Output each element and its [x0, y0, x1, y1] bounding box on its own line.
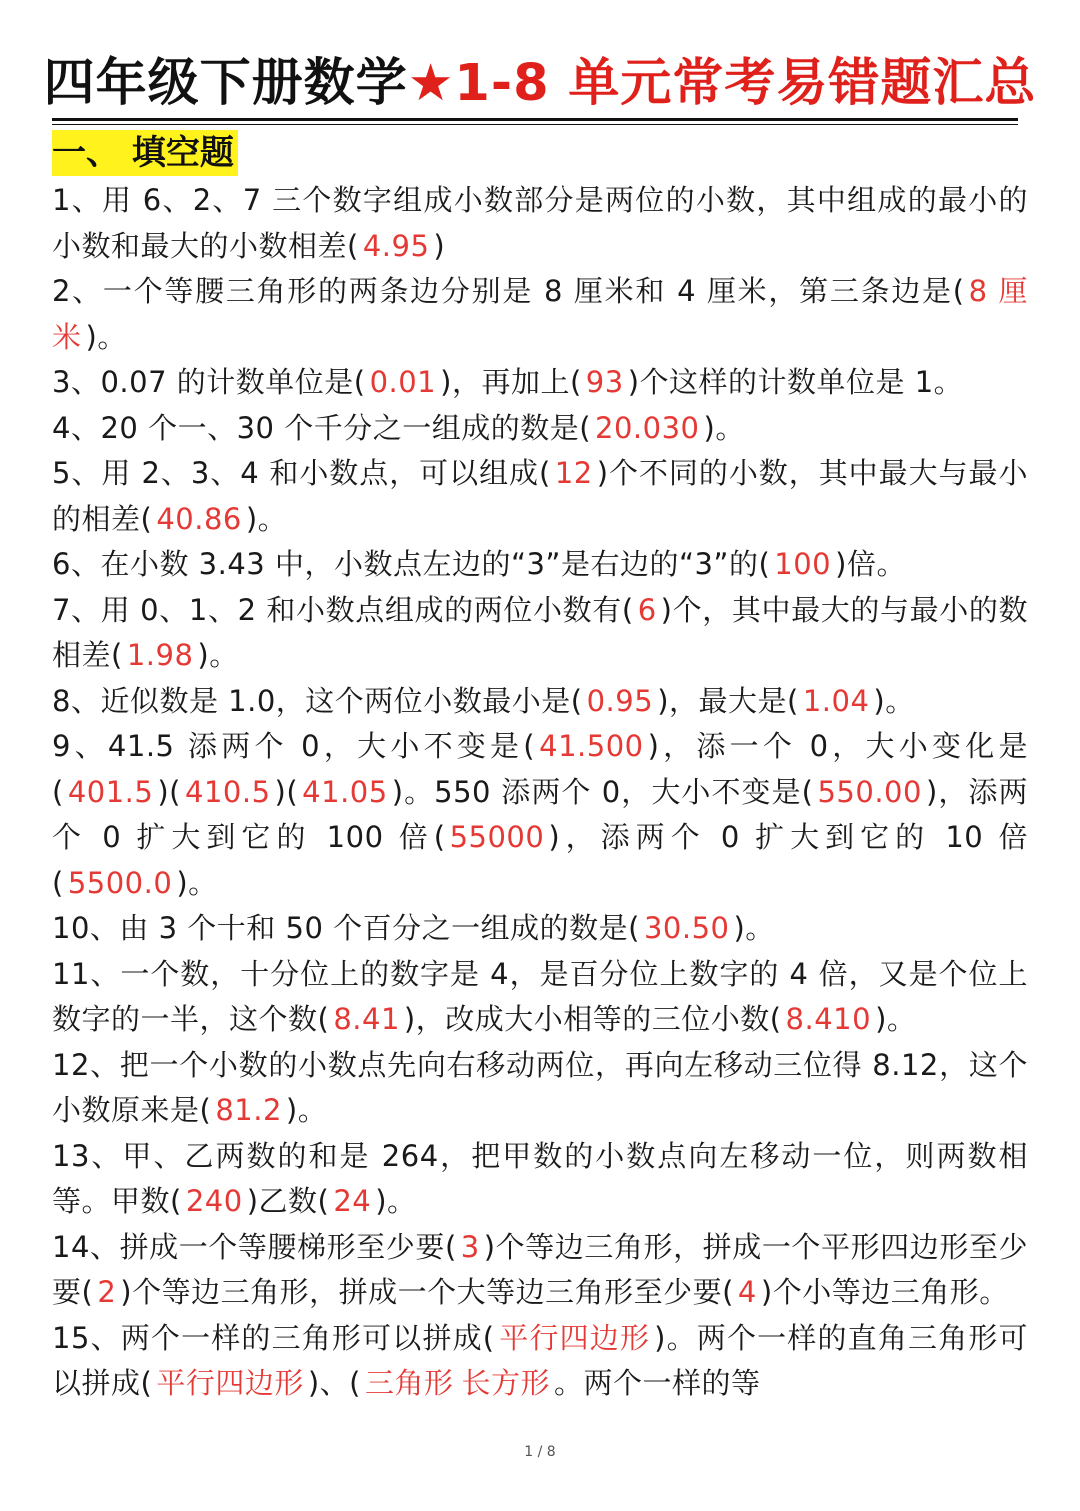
- answer: 8.41: [333, 1002, 400, 1036]
- question-6: 6、在小数 3.43 中，小数点左边的“3”是右边的“3”的( 100 )倍。: [52, 547, 906, 581]
- answer: 长方形: [461, 1366, 551, 1400]
- question-10: 10、由 3 个十和 50 个百分之一组成的数是( 30.50 )。: [52, 911, 775, 945]
- answer: 240: [185, 1184, 243, 1218]
- answer: 41.05: [302, 774, 388, 809]
- title-range: 1-8: [454, 54, 550, 113]
- question-3: 3、0.07 的计数单位是( 0.01 )，再加上( 93 )个这样的计数单位是 1。: [52, 365, 964, 399]
- answer: 0.95: [586, 683, 654, 718]
- answer: 5500.0: [67, 865, 173, 900]
- question-8: 8、近似数是 1.0，这个两位小数最小是( 0.95 )，最大是( 1.04 )。: [52, 683, 915, 718]
- header: [0, 48, 1080, 120]
- answer: 平行四边形: [156, 1366, 304, 1400]
- document-title: [0, 48, 1080, 120]
- star-icon: ★: [407, 54, 455, 113]
- question-7: 7、用 0、1、2 和小数点组成的两位小数有( 6 )个，其中最大的与最小的数相差( 1.98 )。: [52, 592, 1028, 672]
- answer: 12: [554, 456, 593, 490]
- answer: 3: [460, 1229, 480, 1264]
- answer: 20.030: [595, 410, 700, 445]
- question-13: 13、甲、乙两数的和是 264，把甲数的小数点向左移动一位，则两数相等。甲数( 240 )乙数( 24 )。: [52, 1138, 1028, 1218]
- answer: 0.01: [369, 365, 437, 399]
- answer: 8.410: [785, 1002, 872, 1036]
- question-11: 11、一个数，十分位上的数字是 4，是百分位上数字的 4 倍，又是个位上数字的一半，这个数( 8.41 )，改成大小相等的三位小数( 8.410 )。: [52, 956, 1028, 1036]
- answer: 81.2: [215, 1093, 282, 1127]
- question-2: 2、一个等腰三角形的两条边分别是 8 厘米和 4 厘米，第三条边是( 8 厘米 )。: [52, 274, 1029, 354]
- answer: 55000: [449, 820, 545, 854]
- answer: 550.00: [817, 774, 922, 809]
- question-12: 12、把一个小数的小数点先向右移动两位，再向左移动三位得 8.12，这个小数原来是( 81.2 )。: [52, 1047, 1028, 1127]
- answer: 40.86: [156, 501, 242, 536]
- section-heading: 一、 填空题: [52, 130, 238, 176]
- question-5: 5、用 2、3、4 和小数点，可以组成( 12 )个不同的小数，其中最大与最小的相差( 40.86 )。: [52, 456, 1028, 536]
- answer: 4: [737, 1275, 757, 1309]
- answer: 30.50: [643, 911, 730, 945]
- title-divider-thick: [52, 118, 1018, 121]
- question-15: 15、两个一样的三角形可以拼成( 平行四边形 )。两个一样的直角三角形可以拼成( 平行四边形 )、( 三角形 长方形 。两个一样的等: [52, 1320, 1028, 1400]
- answer: 平行四边形: [498, 1320, 651, 1355]
- question-9: 9、41.5 添两个 0，大小不变是( 41.500 )，添一个 0，大小变化是( 401.5 )( 410.5 )( 41.05 )。550 添两个 0，大小不变是( 550.00 )，添两个 0 扩大到它的 100 倍( 55000 )，添两个 0 扩大到它的 10 倍( 5500.0 )。: [52, 729, 1028, 900]
- answer: 41.500: [539, 729, 644, 763]
- answer: 1.04: [802, 683, 870, 718]
- title-divider-thin: [52, 124, 1018, 125]
- title-part1: 四年级下册数学: [43, 54, 408, 113]
- question-list: [52, 178, 1028, 1407]
- answer: 1.98: [126, 638, 194, 672]
- answer: 100: [774, 547, 832, 581]
- question-14: 14、拼成一个等腰梯形至少要( 3 )个等边三角形，拼成一个平形四边形至少要( 2 )个等边三角形，拼成一个大等边三角形至少要( 4 )个小等边三角形。: [52, 1229, 1028, 1309]
- page-indicator: 1 / 8: [524, 1444, 556, 1460]
- answer: 6: [637, 592, 657, 627]
- title-part3: 单元常考易错题汇总: [549, 54, 1037, 113]
- answer: 24: [333, 1184, 372, 1218]
- answer: 2: [97, 1275, 117, 1309]
- answer: 410.5: [185, 774, 271, 809]
- answer: 401.5: [67, 774, 154, 809]
- answer: 三角形: [364, 1366, 454, 1400]
- question-4: 4、20 个一、30 个千分之一组成的数是( 20.030 )。: [52, 410, 745, 445]
- answer: 93: [585, 365, 624, 399]
- question-1: 1、用 6、2、7 三个数字组成小数部分是两位的小数，其中组成的最小的小数和最大的小数相差( 4.95 ): [52, 183, 1028, 263]
- answer: 4.95: [362, 228, 430, 263]
- answer: 8 厘米: [52, 274, 1029, 354]
